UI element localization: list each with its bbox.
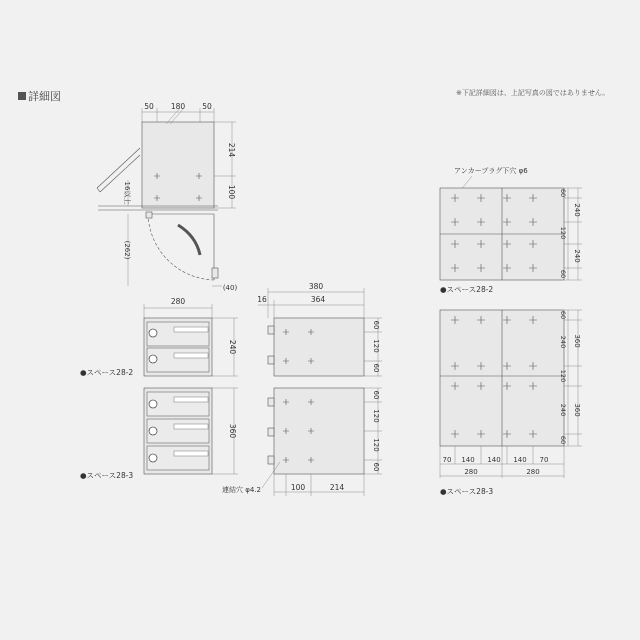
dim-360-front: 360	[228, 423, 237, 439]
label-space-28-3-front: ●スペース28-3	[80, 471, 134, 480]
dim-16: 16	[257, 295, 267, 304]
dim-214: 214	[227, 142, 236, 158]
dim-50-left: 50	[144, 102, 154, 111]
a2-240a: 240	[573, 203, 581, 217]
a3-360b: 360	[573, 403, 581, 417]
anchor-label: アンカープラグ下穴 φ6	[454, 167, 528, 175]
anchor-plan-s3	[440, 310, 582, 496]
dim-back-s3-120a: 120	[372, 409, 380, 423]
dim-back-s2-120: 120	[372, 339, 380, 353]
a3-240a: 240	[559, 335, 567, 349]
a3-h2-280a: 280	[464, 468, 478, 476]
dim-100: 100	[227, 184, 236, 200]
dim-364: 364	[310, 295, 326, 304]
a2-60a: 60	[559, 188, 567, 198]
disclaimer-note: ※下記詳細図は、上記写真の図ではありません。	[456, 89, 610, 97]
dim-back-s2-60a: 60	[372, 320, 380, 330]
a2-120: 120	[559, 226, 567, 240]
dim-back-s3-60b: 60	[372, 462, 380, 472]
a3-h2-280b: 280	[526, 468, 540, 476]
a3-60b: 60	[559, 435, 567, 445]
dim-100-bottom: 100	[290, 483, 306, 492]
anchor-plan-s2	[440, 166, 582, 294]
label-16-ijou: 16以上	[123, 181, 131, 205]
a3-h-70a: 70	[442, 456, 452, 464]
dim-240-front: 240	[228, 339, 237, 355]
a3-360a: 360	[573, 334, 581, 348]
dim-214-bottom: 214	[329, 483, 345, 492]
back-s2-body	[274, 318, 364, 376]
a3-120: 120	[559, 369, 567, 383]
label-space-28-2-front: ●スペース28-2	[80, 368, 134, 377]
dim-380: 380	[308, 282, 324, 291]
a2-60b: 60	[559, 269, 567, 279]
a3-h-70b: 70	[539, 456, 549, 464]
hole-label: 連結穴 φ4.2	[222, 486, 261, 494]
side-body	[142, 122, 214, 208]
label-space-28-2-anchor: ●スペース28-2	[440, 285, 494, 294]
label-40: (40)	[222, 284, 238, 292]
dim-280-front: 280	[170, 297, 186, 306]
a3-h-140a: 140	[461, 456, 475, 464]
label-space-28-3-anchor: ●スペース28-3	[440, 487, 494, 496]
front-view	[80, 297, 238, 480]
label-262: (262)	[123, 240, 131, 260]
side-view	[97, 102, 237, 292]
back-view	[222, 282, 382, 496]
dim-back-s3-120b: 120	[372, 438, 380, 452]
a3-h-140c: 140	[513, 456, 527, 464]
a3-h-140b: 140	[487, 456, 501, 464]
section-title-text: 詳細図	[28, 90, 61, 103]
dim-180: 180	[170, 102, 186, 111]
dim-back-s3-60a: 60	[372, 390, 380, 400]
a3-240b: 240	[559, 403, 567, 417]
a3-60a: 60	[559, 310, 567, 320]
dim-back-s2-60b: 60	[372, 363, 380, 373]
dim-50-right: 50	[202, 102, 212, 111]
a2-240b: 240	[573, 249, 581, 263]
